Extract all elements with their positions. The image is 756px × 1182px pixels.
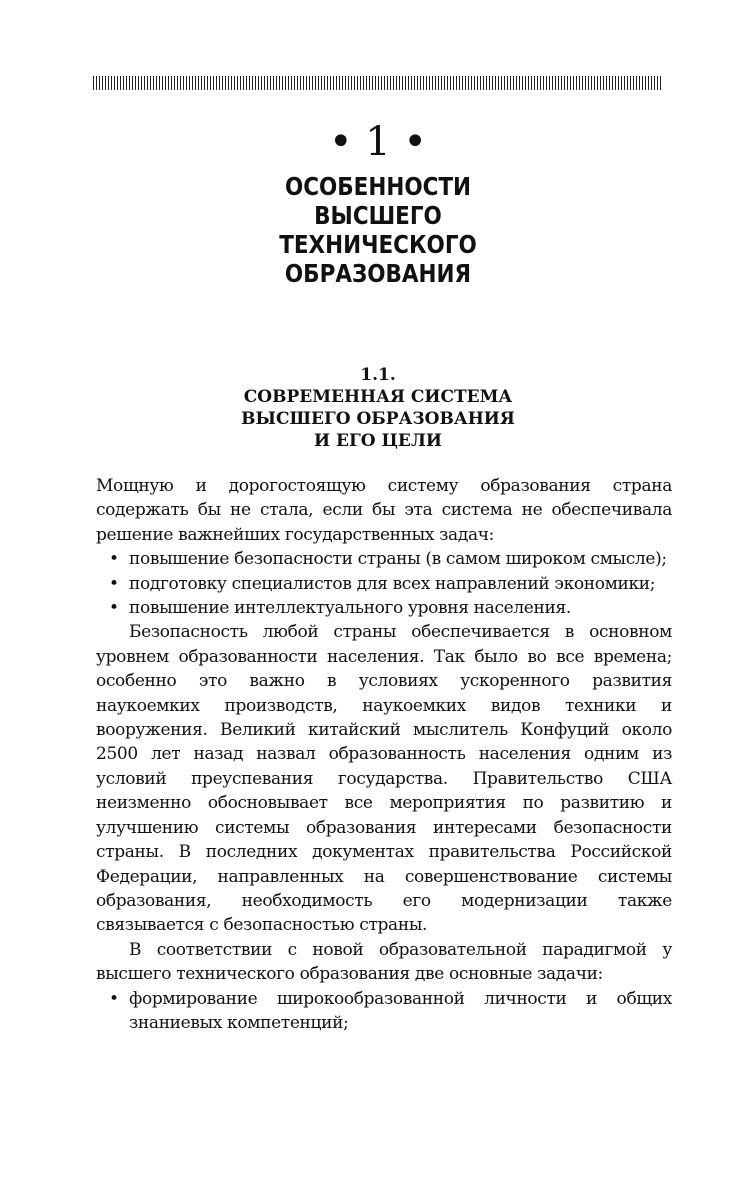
- section-title-line: ВЫСШЕГО ОБРАЗОВАНИЯ: [241, 409, 515, 429]
- chapter-title-line: ТЕХНИЧЕСКОГО: [279, 230, 477, 259]
- decorative-header-rule: [93, 76, 663, 90]
- body-text: [96, 474, 672, 1035]
- section-heading: [0, 364, 756, 452]
- list-item: [96, 572, 672, 596]
- list-item: [96, 596, 672, 620]
- chapter-title: [53, 172, 703, 288]
- list-item-text: повышение интеллектуального уровня населения.: [129, 598, 571, 619]
- chapter-title-line: ОБРАЗОВАНИЯ: [284, 259, 472, 288]
- list-item-text: формирование широкообразованной личности и общих знаниевых компетенций;: [129, 988, 672, 1033]
- bullet-icon: •: [109, 598, 119, 619]
- section-title-line: И ЕГО ЦЕЛИ: [314, 431, 442, 451]
- paragraph: Мощную и дорогостоящую систему образования страна содержать бы не стала, если бы эта система не обеспечивала решение важнейших государственных задач:: [96, 476, 672, 545]
- list-item-text: повышение безопасности страны (в самом широком смысле);: [129, 549, 667, 570]
- bullet-icon: •: [109, 573, 119, 594]
- chapter-number: • 1 •: [328, 119, 428, 165]
- bullet-icon: •: [109, 988, 119, 1009]
- list-item-text: подготовку специалистов для всех направлений экономики;: [129, 573, 656, 594]
- paragraph: Безопасность любой страны обеспечивается в основном уровнем образованности населения. Так было во все времена; особенно это важно в условиях ускоренного развития наукоемких производств, наукоемких видов техники и вооружения. Великий китайский мыслитель Конфуций около 2500 лет назад назвал образованность населения одним из условий преуспевания государства. Правительство США неизменно обосновывает все мероприятия по развитию и улучшению системы образования интересами безопасности страны. В последних документах правительства Российской Федерации, направленных на совершенствование системы образования, необходимость его модернизации также связывается с безопасностью страны.: [96, 622, 672, 936]
- section-number: 1.1.: [360, 365, 396, 385]
- paragraph: В соответствии с новой образовательной парадигмой у высшего технического образования две основные задачи:: [96, 939, 672, 985]
- chapter-title-line: ОСОБЕННОСТИ: [284, 172, 472, 201]
- list-item: [96, 987, 672, 1036]
- bullet-list: [96, 987, 672, 1036]
- chapter-title-line: ВЫСШЕГО: [314, 201, 442, 230]
- bullet-icon: •: [109, 549, 119, 570]
- list-item: [96, 547, 672, 571]
- bullet-list: [96, 547, 672, 620]
- section-title-line: СОВРЕМЕННАЯ СИСТЕМА: [243, 387, 513, 407]
